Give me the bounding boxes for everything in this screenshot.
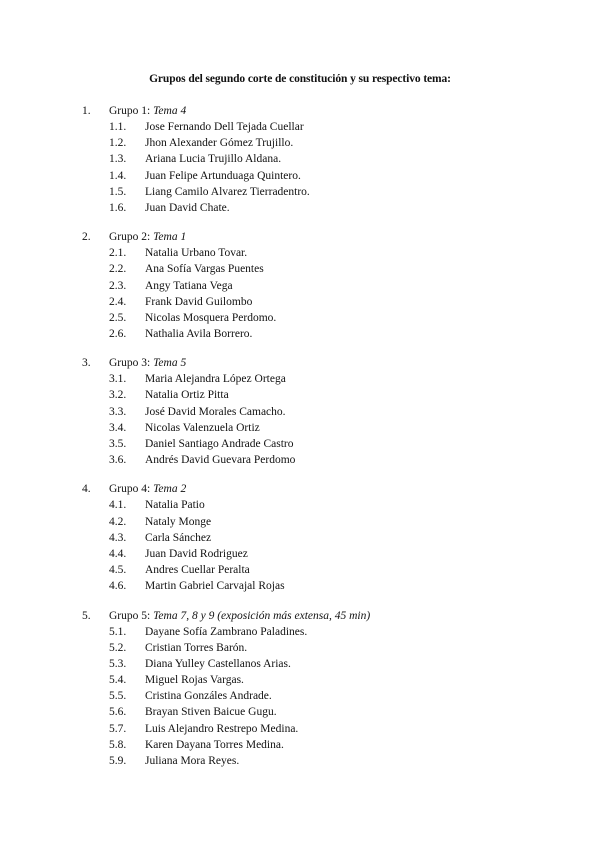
member-name: Liang Camilo Alvarez Tierradentro. xyxy=(145,185,310,198)
list-item xyxy=(0,135,600,151)
member-number: 3.1. xyxy=(109,373,127,386)
member-number: 4.6. xyxy=(109,580,127,593)
member-number: 1.3. xyxy=(109,153,127,166)
member-list xyxy=(0,497,600,594)
group-tema: Tema 2 xyxy=(153,483,187,496)
group-tema: Tema 4 xyxy=(153,105,187,117)
group-section xyxy=(0,229,600,342)
member-number: 5.2. xyxy=(109,641,127,654)
member-name: Nicolas Mosquera Perdomo. xyxy=(145,311,277,324)
list-item xyxy=(0,151,600,167)
group-label: Grupo 3: xyxy=(109,357,151,370)
group-title xyxy=(109,608,370,624)
member-number: 1.1. xyxy=(109,121,127,133)
member-name: Jhon Alexander Gómez Trujillo. xyxy=(145,137,294,150)
group-number: 3. xyxy=(82,357,91,370)
group-tema: Tema 7, 8 y 9 (exposición más extensa, 45 min) xyxy=(153,609,371,622)
list-item xyxy=(0,168,600,184)
list-item xyxy=(0,546,600,562)
member-number: 4.3. xyxy=(109,531,127,544)
list-item xyxy=(0,278,600,294)
member-number: 2.5. xyxy=(109,311,127,324)
list-item xyxy=(0,326,600,342)
group-section xyxy=(0,608,600,770)
member-name: Jose Fernando Dell Tejada Cuellar xyxy=(145,121,304,133)
member-name: Karen Dayana Torres Medina. xyxy=(145,738,284,751)
list-item xyxy=(0,562,600,578)
member-number: 5.5. xyxy=(109,690,127,703)
member-number: 3.6. xyxy=(109,454,127,467)
member-name: Frank David Guilombo xyxy=(145,295,253,308)
member-number: 2.6. xyxy=(109,328,127,341)
member-list xyxy=(0,119,600,216)
list-item xyxy=(0,387,600,403)
list-item xyxy=(0,371,600,387)
member-name: Juan Felipe Artunduaga Quintero. xyxy=(145,169,301,182)
member-name: Cristian Torres Barón. xyxy=(145,641,248,654)
group-section xyxy=(0,103,600,216)
member-list xyxy=(0,624,600,770)
member-name: Natalia Patio xyxy=(145,499,205,512)
list-item xyxy=(0,420,600,436)
member-name: Miguel Rojas Vargas. xyxy=(145,674,244,687)
member-name: Maria Alejandra López Ortega xyxy=(145,373,286,386)
member-number: 3.2. xyxy=(109,389,127,402)
member-name: Luis Alejandro Restrepo Medina. xyxy=(145,722,299,735)
list-item xyxy=(0,184,600,200)
group-title xyxy=(109,103,186,119)
group-title xyxy=(109,355,186,371)
group-label: Grupo 5: xyxy=(109,609,151,622)
member-number: 1.5. xyxy=(109,185,127,198)
list-item xyxy=(0,640,600,656)
member-name: Diana Yulley Castellanos Arias. xyxy=(145,657,291,670)
list-item xyxy=(0,452,600,468)
list-item xyxy=(0,688,600,704)
member-name: Martin Gabriel Carvajal Rojas xyxy=(145,580,285,593)
member-number: 3.5. xyxy=(109,438,127,450)
list-item xyxy=(0,436,600,452)
list-item xyxy=(0,578,600,594)
member-list xyxy=(0,371,600,468)
list-item xyxy=(0,261,600,277)
group-title xyxy=(109,481,186,497)
list-item xyxy=(0,119,600,135)
member-number: 2.4. xyxy=(109,295,127,308)
groups-list xyxy=(0,103,600,782)
member-number: 1.4. xyxy=(109,169,127,182)
member-number: 1.6. xyxy=(109,201,127,214)
list-item xyxy=(0,753,600,769)
group-number: 2. xyxy=(82,231,91,244)
list-item xyxy=(0,310,600,326)
member-name: Juliana Mora Reyes. xyxy=(145,755,240,767)
member-number: 5.1. xyxy=(109,625,127,638)
group-section xyxy=(0,481,600,594)
list-item xyxy=(0,497,600,513)
group-heading xyxy=(0,103,600,119)
member-number: 5.7. xyxy=(109,722,127,735)
member-name: Nicolas Valenzuela Ortiz xyxy=(145,421,260,434)
group-title xyxy=(109,229,186,245)
group-section xyxy=(0,355,600,468)
member-name: Nathalia Avila Borrero. xyxy=(145,328,253,341)
document-title: Grupos del segundo corte de constitución y su respectivo tema: xyxy=(149,73,451,85)
member-number: 2.3. xyxy=(109,279,127,292)
list-item xyxy=(0,624,600,640)
member-name: Andrés David Guevara Perdomo xyxy=(145,454,296,467)
member-name: Juan David Rodriguez xyxy=(145,547,248,560)
member-name: Dayane Sofía Zambrano Paladines. xyxy=(145,625,308,638)
member-number: 4.5. xyxy=(109,564,127,577)
member-number: 3.4. xyxy=(109,421,127,434)
member-list xyxy=(0,245,600,342)
member-number: 3.3. xyxy=(109,405,127,418)
group-tema: Tema 5 xyxy=(153,357,187,370)
group-number: 5. xyxy=(82,609,91,622)
group-tema: Tema 1 xyxy=(153,231,187,244)
list-item xyxy=(0,294,600,310)
member-name: Natalia Ortiz Pitta xyxy=(145,389,229,402)
member-name: José David Morales Camacho. xyxy=(145,405,286,418)
member-name: Natalia Urbano Tovar. xyxy=(145,247,248,260)
list-item xyxy=(0,530,600,546)
member-name: Carla Sánchez xyxy=(145,531,212,544)
member-number: 4.2. xyxy=(109,515,127,528)
member-number: 5.3. xyxy=(109,657,127,670)
group-number: 4. xyxy=(82,483,91,496)
list-item xyxy=(0,656,600,672)
group-heading xyxy=(0,481,600,497)
member-number: 1.2. xyxy=(109,137,127,150)
member-name: Cristina Gonzáles Andrade. xyxy=(145,690,272,703)
member-name: Angy Tatiana Vega xyxy=(145,279,233,292)
member-number: 5.4. xyxy=(109,674,127,687)
list-item xyxy=(0,200,600,216)
list-item xyxy=(0,245,600,261)
group-label: Grupo 4: xyxy=(109,483,151,496)
group-number: 1. xyxy=(82,105,91,117)
member-number: 5.9. xyxy=(109,755,127,767)
member-number: 4.1. xyxy=(109,499,127,512)
list-item xyxy=(0,404,600,420)
member-name: Ana Sofía Vargas Puentes xyxy=(145,263,264,276)
member-name: Andres Cuellar Peralta xyxy=(145,564,250,577)
member-name: Ariana Lucia Trujillo Aldana. xyxy=(145,153,282,166)
list-item xyxy=(0,737,600,753)
group-heading xyxy=(0,355,600,371)
member-name: Juan David Chate. xyxy=(145,201,230,214)
member-name: Daniel Santiago Andrade Castro xyxy=(145,438,294,450)
list-item xyxy=(0,672,600,688)
member-number: 2.2. xyxy=(109,263,127,276)
member-number: 2.1. xyxy=(109,247,127,260)
group-heading xyxy=(0,608,600,624)
member-number: 5.8. xyxy=(109,738,127,751)
member-name: Nataly Monge xyxy=(145,515,212,528)
list-item xyxy=(0,704,600,720)
member-name: Brayan Stiven Baicue Gugu. xyxy=(145,706,277,719)
group-label: Grupo 2: xyxy=(109,231,151,244)
list-item xyxy=(0,514,600,530)
group-label: Grupo 1: xyxy=(109,105,151,117)
member-number: 5.6. xyxy=(109,706,127,719)
member-number: 4.4. xyxy=(109,547,127,560)
list-item xyxy=(0,721,600,737)
group-heading xyxy=(0,229,600,245)
